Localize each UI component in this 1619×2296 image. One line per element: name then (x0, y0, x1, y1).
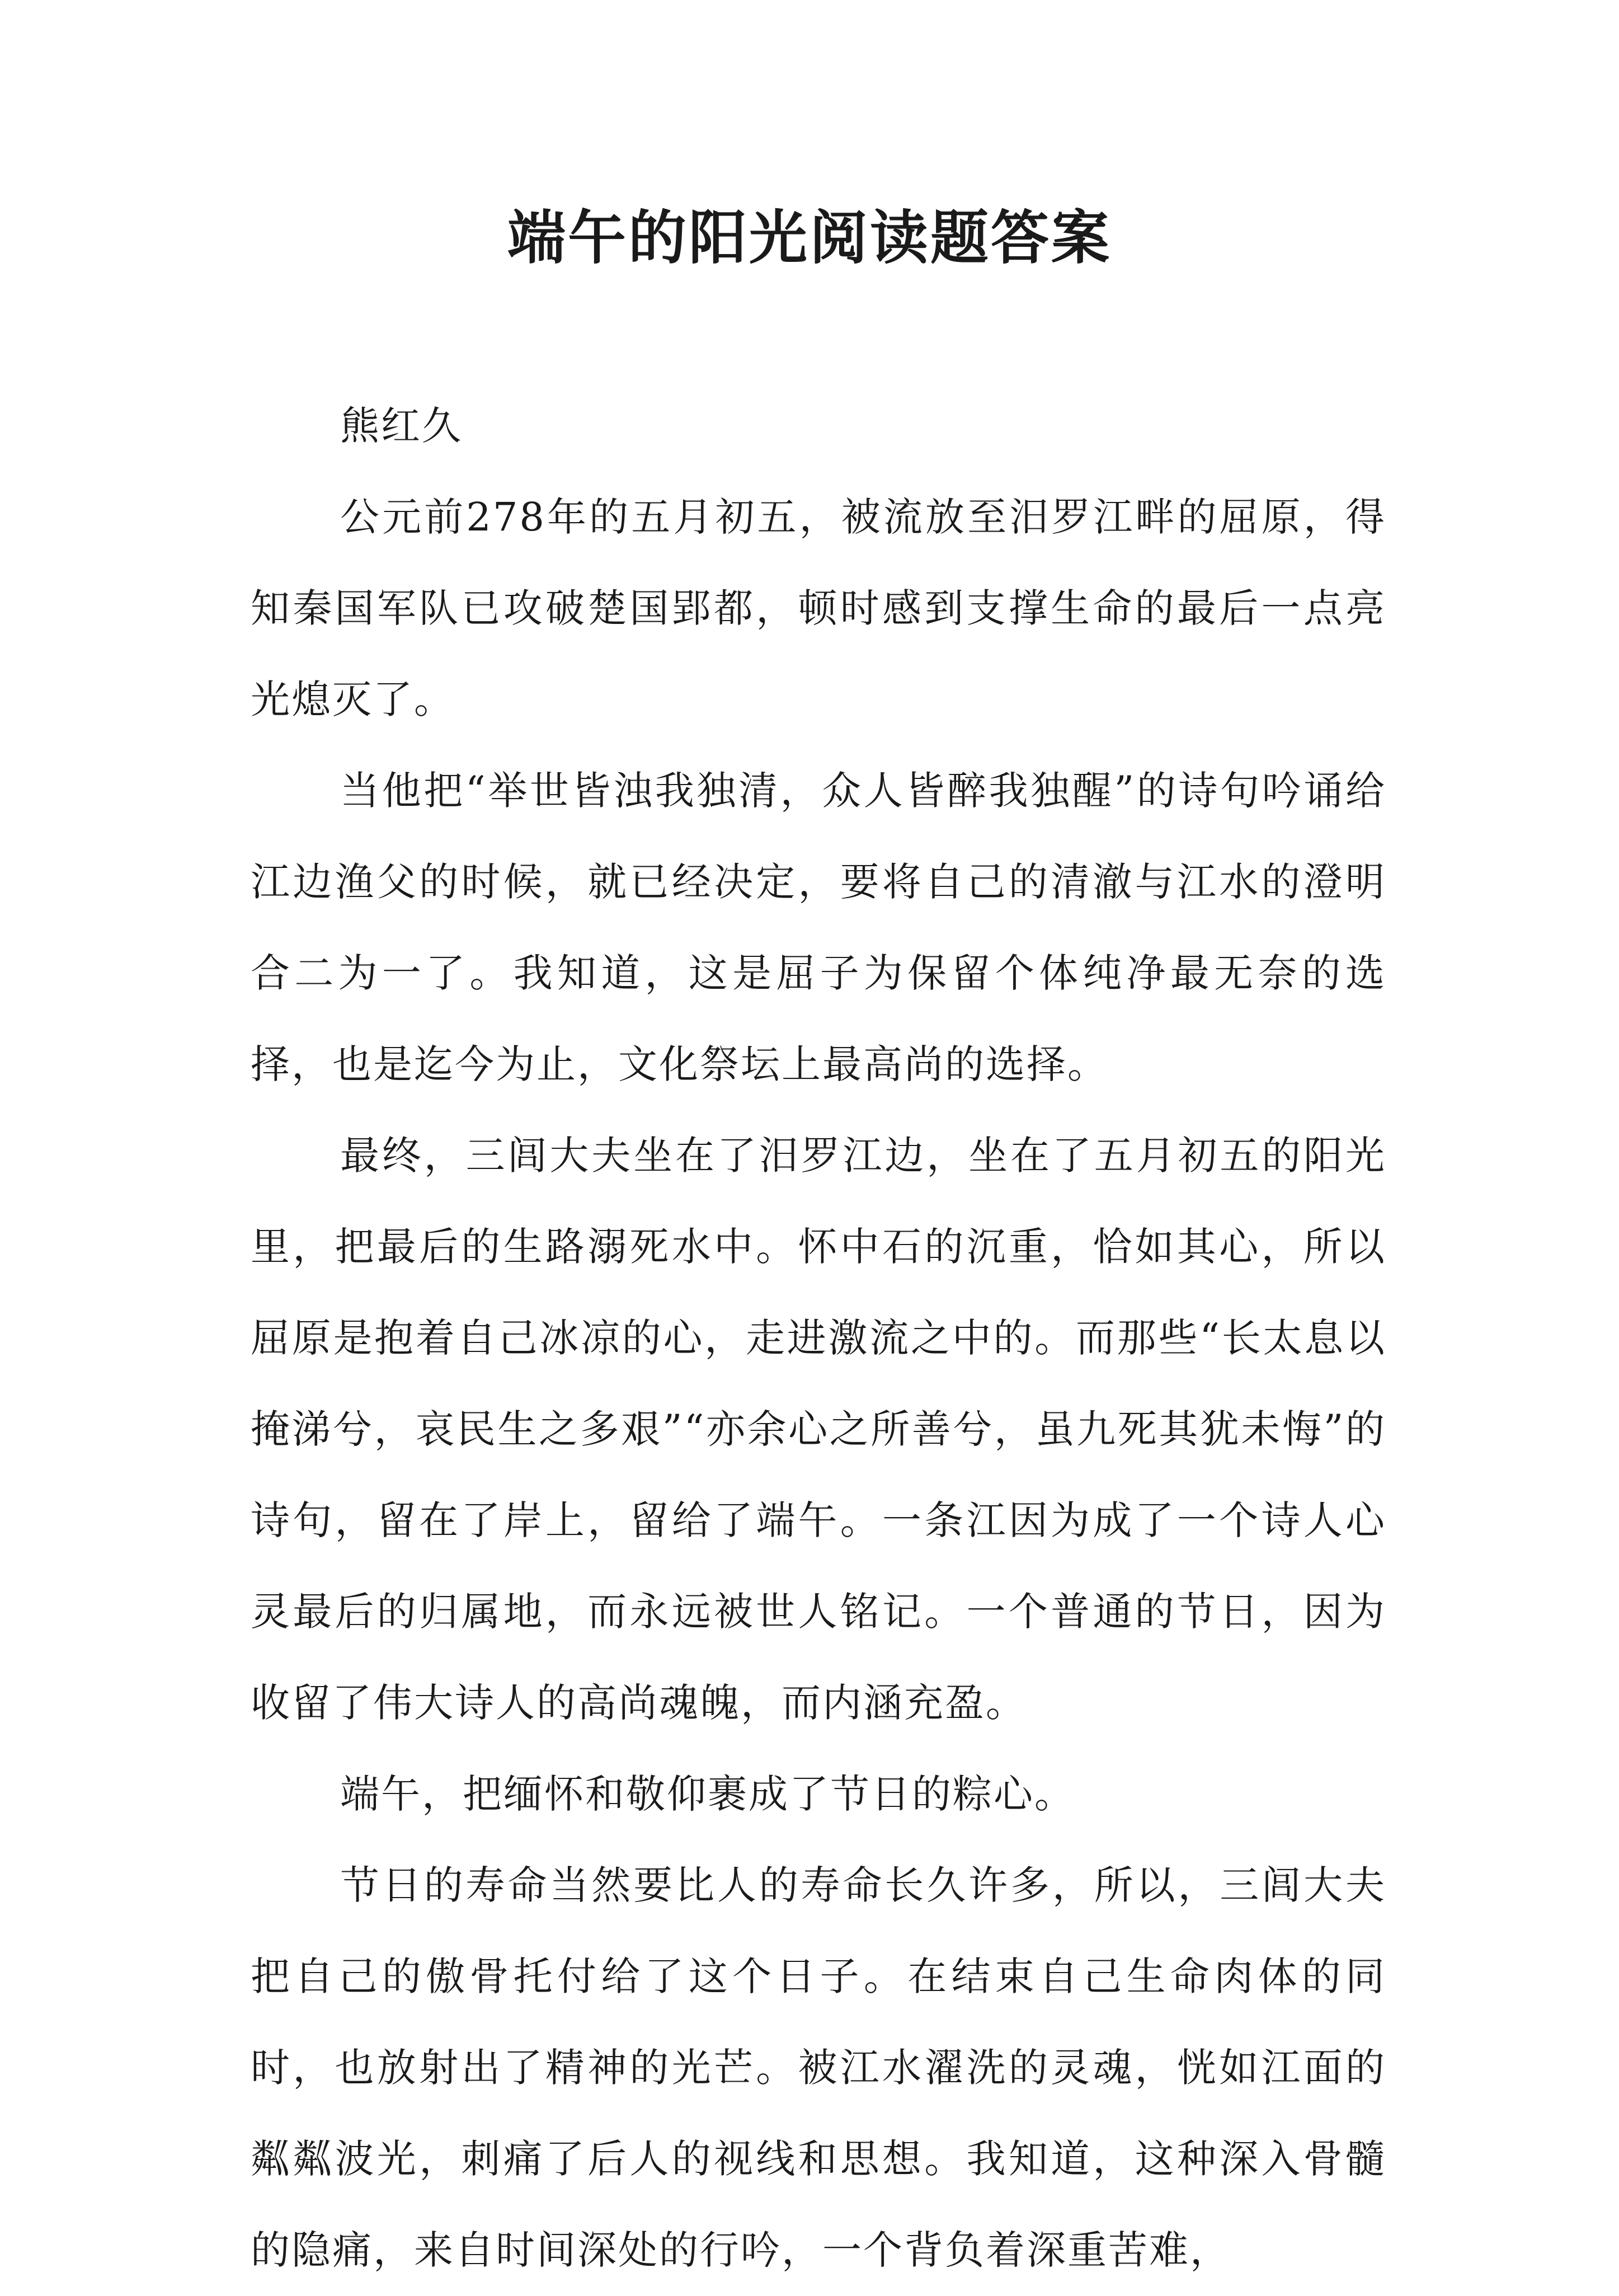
document-title: 端午的阳光阅读题答案 (507, 203, 1112, 272)
author-name: 熊红久 (340, 403, 463, 449)
document-body (251, 381, 1386, 2296)
paragraph-3: 最终，三闾大夫坐在了汨罗江边，坐在了五月初五的阳光里，把最后的生路溺死水中。怀中石的沉重，恰如其心，所以屈原是抱着自己冰凉的心，走进激流之中的。而那些“长太息以掩涕兮，哀民生之多艰”“亦余心之所善兮，虽九死其犹未悔”的诗句，留在了岸上，留给了端午。一条江因为成了一个诗人心灵最后的归属地，而永远被世人铭记。一个普通的节日，因为收留了伟大诗人的高尚魂魄，而内涵充盈。 (251, 1133, 1386, 1726)
paragraph-1: 公元前278年的五月初五，被流放至汨罗江畔的屈原，得知秦国军队已攻破楚国郢都，顿时感到支撑生命的最后一点亮光熄灭了。 (251, 494, 1386, 722)
paragraph-4: 端午，把缅怀和敬仰裹成了节日的粽心。 (340, 1771, 1075, 1817)
paragraph-2: 当他把“举世皆浊我独清，众人皆醉我独醒”的诗句吟诵给江边渔父的时候，就已经决定，要将自己的清澈与江水的澄明合二为一了。我知道，这是屈子为保留个体纯净最无奈的选择，也是迄今为止，文化祭坛上最高尚的选择。 (251, 768, 1386, 1087)
paragraph-5: 节日的寿命当然要比人的寿命长久许多，所以，三闾大夫把自己的傲骨托付给了这个日子。在结束自己生命肉体的同时，也放射出了精神的光芒。被江水濯洗的灵魂，恍如江面的粼粼波光，刺痛了后人的视线和思想。我知道，这种深入骨髓的隐痛，来自时间深处的行吟，一个背负着深重苦难， (251, 1862, 1386, 2273)
